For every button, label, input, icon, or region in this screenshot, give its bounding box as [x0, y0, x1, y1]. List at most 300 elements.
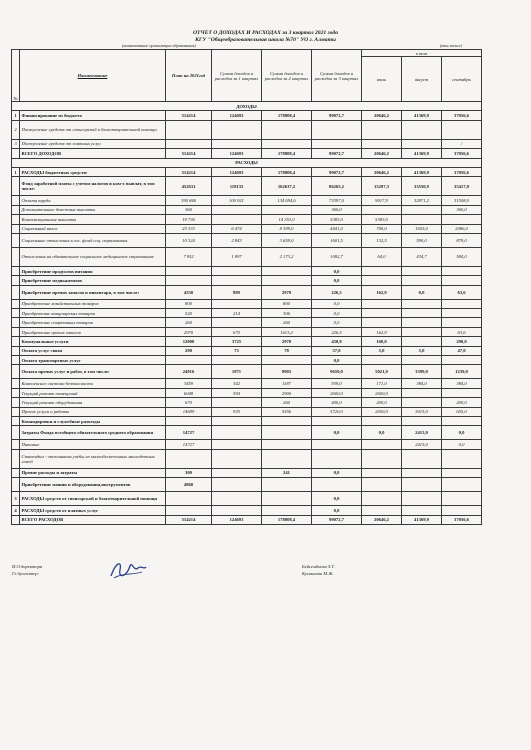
expense-rows	[12, 167, 482, 524]
row-september	[442, 416, 482, 425]
row-number	[12, 149, 20, 158]
row-q3: 0,0	[312, 318, 362, 327]
header-month-september: сентябрь	[442, 57, 482, 102]
table-row	[12, 196, 482, 205]
header-month-august: август	[402, 57, 442, 102]
income-rows	[12, 111, 482, 158]
header-month-july: июль	[362, 57, 402, 102]
row-september: 63,6	[442, 327, 482, 336]
row-q2	[262, 416, 312, 425]
row-name: Командировки и служебные разъезды	[20, 416, 166, 425]
row-number	[12, 247, 20, 266]
row-number	[12, 356, 20, 365]
row-september: 1239,0	[442, 365, 482, 379]
row-number	[12, 327, 20, 336]
table-row	[12, 416, 482, 425]
row-july: 162,9	[362, 327, 402, 336]
row-q2: 2979	[262, 285, 312, 299]
table-row	[12, 318, 482, 327]
row-plan: 14727	[166, 426, 212, 440]
row-september	[442, 449, 482, 468]
row-plan: 19 736	[166, 215, 212, 224]
row-july	[362, 506, 402, 515]
row-q1: 124693	[212, 515, 262, 524]
row-september: 879,0	[442, 233, 482, 247]
row-q2: 78	[262, 346, 312, 355]
row-july	[362, 416, 402, 425]
row-number	[12, 407, 20, 416]
row-july	[362, 356, 402, 365]
row-q3: 57,0	[312, 346, 362, 355]
row-july	[362, 468, 402, 477]
row-q2	[262, 449, 312, 468]
table-row	[12, 468, 482, 477]
row-q2: 1613,2	[262, 327, 312, 336]
row-august: 3399,0	[402, 365, 442, 379]
row-q3: 226,5	[312, 285, 362, 299]
table-row	[12, 449, 482, 468]
row-q1	[212, 468, 262, 477]
row-q3: 5383,0	[312, 215, 362, 224]
row-q1: 73	[212, 346, 262, 355]
row-plan: 4860	[166, 478, 212, 492]
row-number	[12, 426, 20, 440]
row-plan: 800	[166, 299, 212, 308]
row-q1	[212, 276, 262, 285]
row-q1: 214	[212, 309, 262, 318]
row-q3: 0,0	[312, 426, 362, 440]
row-name: Фонд заработной платы с учетом налогов и ком-х выплат, в том числе:	[20, 177, 166, 196]
row-august	[402, 449, 442, 468]
table-row	[12, 233, 482, 247]
header-plan: План на 2021год	[166, 50, 212, 102]
row-plan: 12000	[166, 337, 212, 346]
row-q1: 124693	[212, 167, 262, 176]
row-number	[12, 196, 20, 205]
row-july	[362, 266, 402, 275]
row-plan: 670	[166, 398, 212, 407]
row-plan: 6048	[166, 388, 212, 397]
row-august: 2415,0	[402, 426, 442, 440]
row-plan: 2970	[166, 327, 212, 336]
row-q1: 1 897	[212, 247, 262, 266]
row-name: Отчисления на обязательное социальное медицинское страхование	[20, 247, 166, 266]
row-august: 41369,9	[402, 515, 442, 524]
row-q3: 2600,0	[312, 388, 362, 397]
row-q3: 0,0	[312, 266, 362, 275]
row-august: 33550,9	[402, 177, 442, 196]
row-q3: 0,0	[312, 276, 362, 285]
row-september: 0,0	[442, 426, 482, 440]
row-number	[12, 388, 20, 397]
table-row	[12, 285, 482, 299]
row-plan	[166, 139, 212, 148]
row-name: Приобретение продуктов питания	[20, 266, 166, 275]
table-row	[12, 407, 482, 416]
row-july	[362, 120, 402, 139]
row-q3: 73397,0	[312, 196, 362, 205]
table-row	[12, 398, 482, 407]
row-name: Дополнительные денежные выплаты	[20, 205, 166, 214]
table-row	[12, 205, 482, 214]
row-q3: 939,0	[312, 379, 362, 388]
row-name: ВСЕГО ДОХОДОВ	[20, 149, 166, 158]
row-september	[442, 356, 482, 365]
section-expense-label: РАСХОДЫ	[12, 158, 482, 167]
row-q2	[262, 139, 312, 148]
row-number	[12, 177, 20, 196]
row-july: 20646,2	[362, 149, 402, 158]
row-july: 162,9	[362, 285, 402, 299]
row-number	[12, 205, 20, 214]
table-row	[12, 506, 482, 515]
row-july: 160,0	[362, 337, 402, 346]
section-income	[12, 102, 482, 111]
table-row	[12, 388, 482, 397]
row-q2: 2 173,2	[262, 247, 312, 266]
row-july: 700,0	[362, 224, 402, 233]
row-name: Социальный налог	[20, 224, 166, 233]
row-july: 64,0	[362, 247, 402, 266]
row-plan: 25 333	[166, 224, 212, 233]
row-august	[402, 356, 442, 365]
row-q1: 342	[212, 379, 262, 388]
table-row	[12, 299, 482, 308]
row-name: Приобретение медикаментов	[20, 276, 166, 285]
row-plan	[166, 492, 212, 506]
row-q1: 124693	[212, 149, 262, 158]
row-september: 47,0	[442, 346, 482, 355]
row-july: 15297,3	[362, 177, 402, 196]
row-q1: 675	[212, 327, 262, 336]
row-q2: 178808,4	[262, 111, 312, 120]
row-q2	[262, 492, 312, 506]
row-plan	[166, 506, 212, 515]
row-q1	[212, 215, 262, 224]
row-name: ВСЕГО РАСХОДОВ	[20, 515, 166, 524]
row-number	[12, 318, 20, 327]
row-july	[362, 276, 402, 285]
row-july: 20646,2	[362, 515, 402, 524]
table-row	[12, 492, 482, 506]
signatory-names	[302, 563, 335, 577]
row-number	[12, 346, 20, 355]
row-september	[442, 276, 482, 285]
row-q2: 2900	[262, 388, 312, 397]
row-september	[442, 318, 482, 327]
row-q3	[312, 120, 362, 139]
row-september: 35417,0	[442, 177, 482, 196]
row-name: Комплексное система безопасности	[20, 379, 166, 388]
row-q1	[212, 266, 262, 275]
table-row	[12, 309, 482, 318]
row-plan: 360	[166, 205, 212, 214]
row-q3: 99072,7	[312, 149, 362, 158]
table-row	[12, 426, 482, 440]
row-q1: 889	[212, 285, 262, 299]
row-july: 132,5	[362, 233, 402, 247]
row-july: 5383,0	[362, 215, 402, 224]
row-august	[402, 299, 442, 308]
row-plan	[166, 449, 212, 468]
row-august	[402, 492, 442, 506]
table-row	[12, 327, 482, 336]
row-q1	[212, 440, 262, 449]
row-name: Затраты Фонда всеобщего обязательного среднего образования	[20, 426, 166, 440]
row-number	[12, 266, 20, 275]
accountant-name: Кусаинова М.Ж.	[302, 571, 334, 576]
row-q2: 2970	[262, 337, 312, 346]
table-row	[12, 111, 482, 120]
row-name: Прочие услуги и работы	[20, 407, 166, 416]
row-plan: 514214	[166, 515, 212, 524]
row-number: 3	[12, 492, 20, 506]
row-september: 360,0	[442, 205, 482, 214]
table-row	[12, 215, 482, 224]
row-july	[362, 478, 402, 492]
table-row	[12, 276, 482, 285]
row-august: 41369,9	[402, 149, 442, 158]
row-number: 2	[12, 120, 20, 139]
row-q2: 178808,4	[262, 167, 312, 176]
row-q2	[262, 120, 312, 139]
table-row	[12, 337, 482, 346]
row-q1: 3725	[212, 337, 262, 346]
unit-caption: (тыс.тенге)	[440, 43, 463, 48]
row-plan	[166, 416, 212, 425]
row-q2	[262, 356, 312, 365]
row-number	[12, 215, 20, 224]
row-q1: 100 921	[212, 196, 262, 205]
row-name: Приобретение машин и оборудования,инструментов	[20, 478, 166, 492]
row-july	[362, 205, 402, 214]
row-q2: 3 659,0	[262, 233, 312, 247]
row-q3: 0,0	[312, 299, 362, 308]
row-number	[12, 398, 20, 407]
row-q3: 99072,7	[312, 167, 362, 176]
row-september: 0,0	[442, 440, 482, 449]
row-q3: 9659,0	[312, 365, 362, 379]
row-august	[402, 309, 442, 318]
row-plan: 4550	[166, 285, 212, 299]
row-september: 63,6	[442, 285, 482, 299]
row-name: РАСХОДЫ средств от платных услуг	[20, 506, 166, 515]
row-september: 31508,0	[442, 196, 482, 205]
row-september	[442, 299, 482, 308]
row-september	[442, 120, 482, 139]
row-number	[12, 309, 20, 318]
row-q2: 306	[262, 309, 312, 318]
row-august: 384,0	[402, 379, 442, 388]
row-q3	[312, 440, 362, 449]
row-q1	[212, 398, 262, 407]
row-number	[12, 379, 20, 388]
row-july: 171,0	[362, 379, 402, 388]
row-plan: 3459	[166, 379, 212, 388]
table-row	[12, 356, 482, 365]
row-q3	[312, 478, 362, 492]
row-plan: 390 846	[166, 196, 212, 205]
table-row	[12, 379, 482, 388]
row-plan: 10 324	[166, 233, 212, 247]
row-name: Оплата услуг связи	[20, 346, 166, 355]
report-title: ОТЧЕТ О ДОХОДАХ И РАСХОДАХ за 3 квартал 2021 года	[193, 30, 338, 36]
row-august	[402, 215, 442, 224]
row-q1: 1871	[212, 365, 262, 379]
row-september: 37056,6	[442, 111, 482, 120]
row-q2: 800	[262, 299, 312, 308]
accountant-title: Гл.бухгалтер:	[12, 571, 40, 576]
row-q3: 0,0	[312, 309, 362, 318]
row-name: Стипендии - отличникам учебы из малообеспеченных многодетных семей	[20, 449, 166, 468]
table-row	[12, 120, 482, 139]
row-q1: 118135	[212, 177, 262, 196]
row-august	[402, 120, 442, 139]
row-plan	[166, 120, 212, 139]
row-september: 584,0	[442, 247, 482, 266]
row-july: 200,0	[362, 398, 402, 407]
row-number	[12, 468, 20, 477]
row-september: /	[442, 139, 482, 148]
row-july	[362, 318, 402, 327]
row-plan: 14727	[166, 440, 212, 449]
row-number	[12, 285, 20, 299]
row-july: 20646,2	[362, 167, 402, 176]
row-q1	[212, 492, 262, 506]
row-august: 3015,0	[402, 407, 442, 416]
header-name: Наименование	[20, 50, 166, 102]
row-q3	[312, 139, 362, 148]
row-q2: 134 694,6	[262, 196, 312, 205]
row-august	[402, 327, 442, 336]
row-september	[442, 266, 482, 275]
row-august: 590,0	[402, 233, 442, 247]
row-plan: 24916	[166, 365, 212, 379]
row-name: Оплата транспортных услуг	[20, 356, 166, 365]
row-august: 0,0	[402, 285, 442, 299]
row-q3: 86265,2	[312, 177, 362, 196]
row-name: Прочие расходы и затраты	[20, 468, 166, 477]
row-q3: 0,0	[312, 492, 362, 506]
row-q2: 260	[262, 318, 312, 327]
row-q3: 400,0	[312, 398, 362, 407]
row-september: 37056,6	[442, 149, 482, 158]
row-name: Текущий ремонт оборудования	[20, 398, 166, 407]
row-september	[442, 492, 482, 506]
director-title: И.О.директора	[12, 564, 43, 569]
row-q2	[262, 506, 312, 515]
table-row	[12, 224, 482, 233]
row-name: РАСХОДЫ средств от спонсорской и благотворительной помощи	[20, 492, 166, 506]
row-plan	[166, 276, 212, 285]
table-row	[12, 346, 482, 355]
row-q1: 935	[212, 407, 262, 416]
table-row	[12, 149, 482, 158]
row-q1	[212, 416, 262, 425]
row-name: Оплата труда	[20, 196, 166, 205]
row-name: Приобретение канцелярских товаров	[20, 309, 166, 318]
row-name: Компенсационные выплаты	[20, 215, 166, 224]
row-july: 2600,0	[362, 388, 402, 397]
row-september: 37056,6	[442, 167, 482, 176]
row-q3: 360,0	[312, 205, 362, 214]
row-plan: 514214	[166, 167, 212, 176]
row-july	[362, 449, 402, 468]
row-july: 2050,0	[362, 407, 402, 416]
row-number	[12, 276, 20, 285]
row-august	[402, 276, 442, 285]
header-num: №	[12, 50, 20, 102]
header-q2: Сумма доходов и расходов за 2 квартал	[262, 50, 312, 102]
row-september: 2086,0	[442, 224, 482, 233]
row-q3: 1601,5	[312, 233, 362, 247]
row-july	[362, 492, 402, 506]
row-august: 41369,9	[402, 167, 442, 176]
row-name: Приобретение хозяйственных товаров	[20, 299, 166, 308]
row-name: Приобретение спортивных товаров	[20, 318, 166, 327]
row-name: Оплата прочих услуг и работ, в том числе:	[20, 365, 166, 379]
row-number: 4	[12, 506, 20, 515]
row-q3	[312, 416, 362, 425]
row-september: 384,0	[442, 379, 482, 388]
header-incl: в том	[362, 50, 482, 57]
row-q2: 162637,2	[262, 177, 312, 196]
row-q1	[212, 205, 262, 214]
row-august	[402, 337, 442, 346]
row-september	[442, 388, 482, 397]
row-name: Поступление средств от спонсорской и благотворительной помощи	[20, 120, 166, 139]
row-q1: 6 474	[212, 224, 262, 233]
row-q3: 99072,7	[312, 111, 362, 120]
row-july: 20646,2	[362, 111, 402, 120]
row-number: 3	[12, 139, 20, 148]
row-august: 41369,9	[402, 111, 442, 120]
row-august	[402, 205, 442, 214]
section-expense	[12, 158, 482, 167]
row-number	[12, 515, 20, 524]
row-q3: 0,0	[312, 506, 362, 515]
row-q3: 450,0	[312, 337, 362, 346]
row-name: Приобретение прочих запасов и инвентаря, в том числе:	[20, 285, 166, 299]
row-plan: 14699	[166, 407, 212, 416]
row-plan: 7 952	[166, 247, 212, 266]
row-q2: 5556	[262, 407, 312, 416]
row-name: Финансирование из бюджета	[20, 111, 166, 120]
row-name: Текущий ремонт помещений	[20, 388, 166, 397]
row-august	[402, 388, 442, 397]
row-number	[12, 478, 20, 492]
row-plan: 514214	[166, 111, 212, 120]
row-august	[402, 266, 442, 275]
row-q1	[212, 356, 262, 365]
row-august	[402, 318, 442, 327]
row-q3: 1082,7	[312, 247, 362, 266]
row-number: 1	[12, 111, 20, 120]
table-row	[12, 365, 482, 379]
row-q1	[212, 299, 262, 308]
header-row	[12, 50, 482, 57]
row-q3: 0,0	[312, 468, 362, 477]
row-q3: 0,0	[312, 356, 362, 365]
row-september: 37056,6	[442, 515, 482, 524]
table-row	[12, 167, 482, 176]
row-q2: 178808,4	[262, 515, 312, 524]
row-plan: 520	[166, 309, 212, 318]
row-q1	[212, 318, 262, 327]
row-september: 200,0	[442, 398, 482, 407]
signatories	[12, 563, 42, 577]
row-july	[362, 139, 402, 148]
